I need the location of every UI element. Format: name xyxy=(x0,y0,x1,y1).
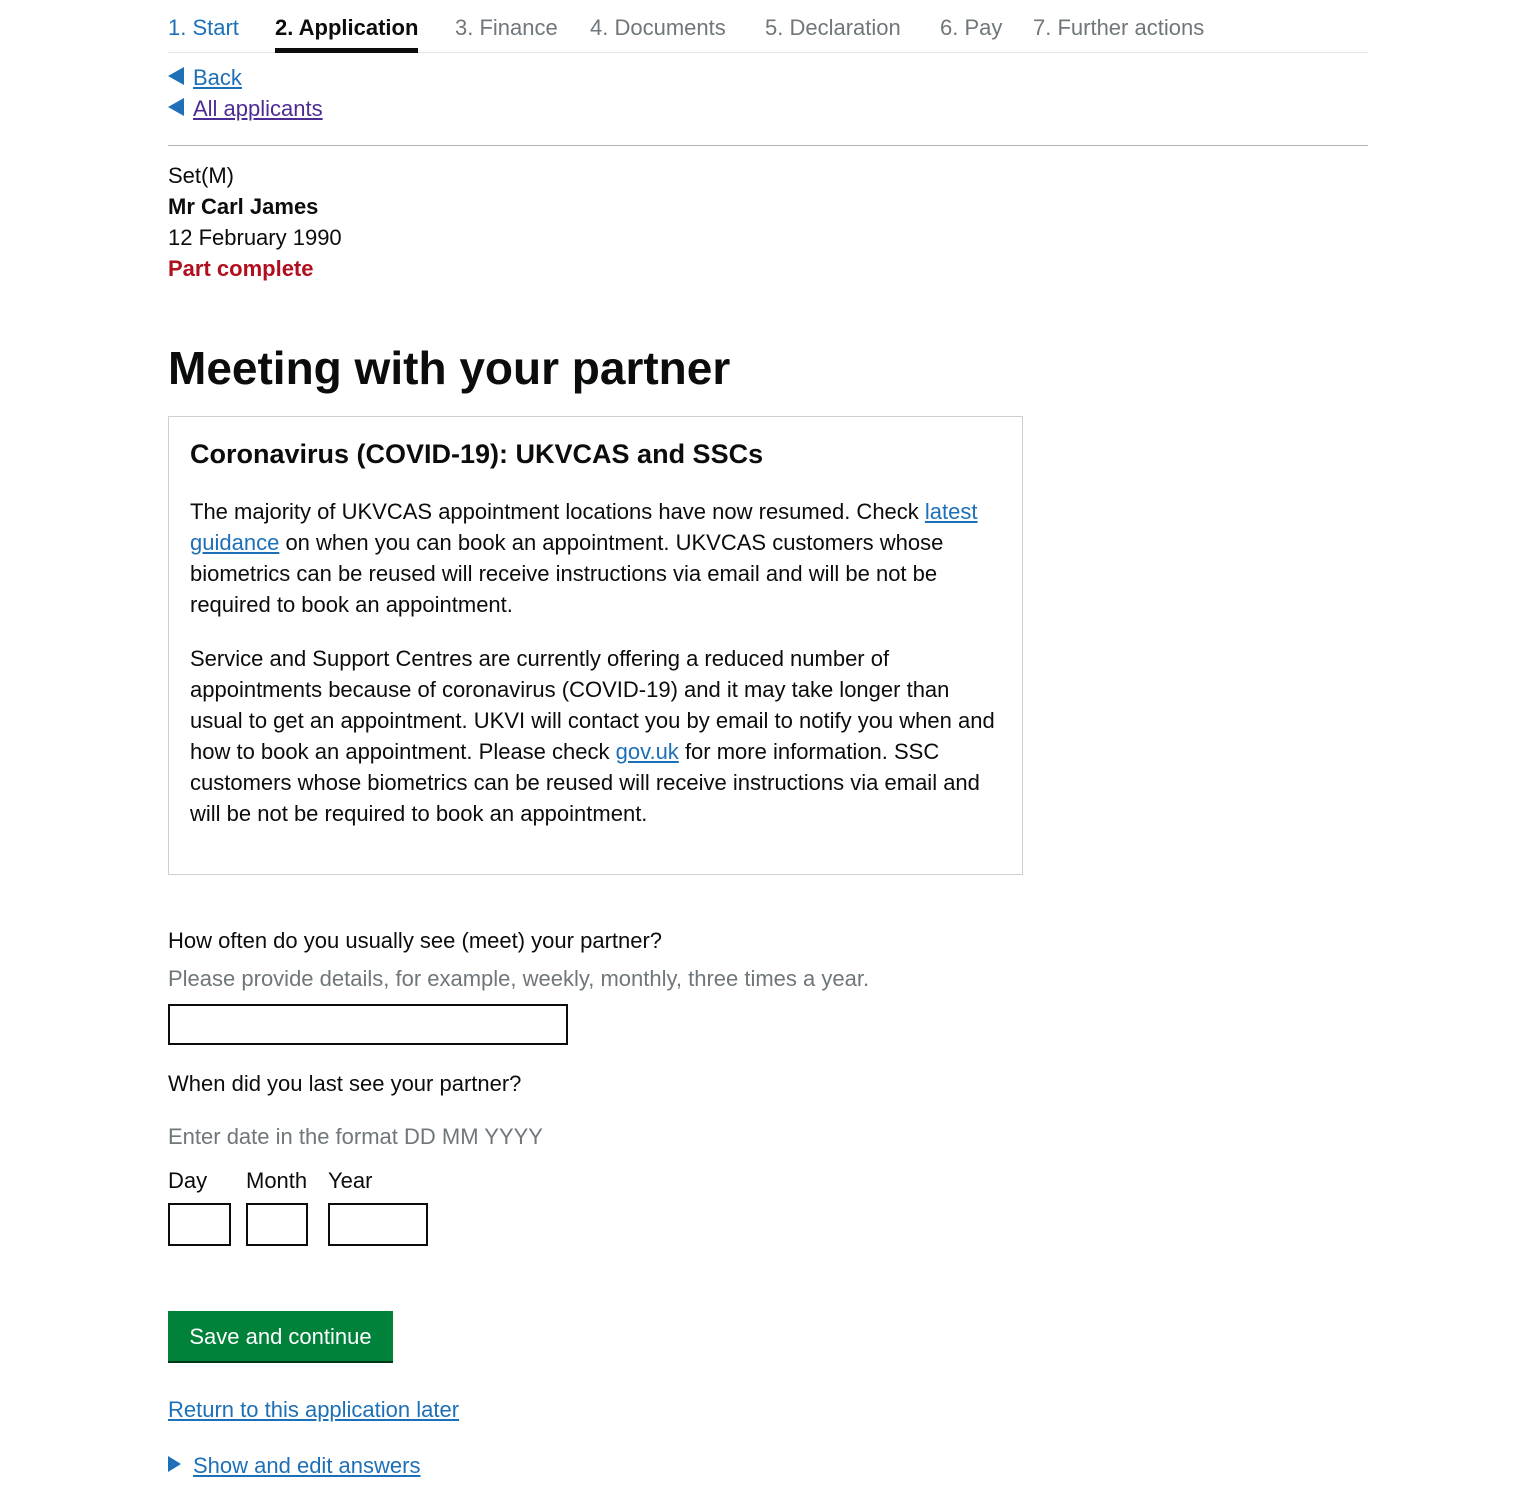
save-and-continue-button[interactable]: Save and continue xyxy=(168,1311,393,1361)
notice-paragraph-1 xyxy=(190,496,1001,620)
show-answers-row[interactable] xyxy=(168,1450,420,1481)
frequency-hint: Please provide details, for example, weekly, monthly, three times a year. xyxy=(168,966,870,991)
day-input[interactable] xyxy=(168,1203,231,1246)
notice-heading: Coronavirus (COVID-19): UKVCAS and SSCs xyxy=(190,439,764,469)
back-link[interactable] xyxy=(168,62,242,93)
step-further-actions: 7. Further actions xyxy=(1033,15,1205,40)
return-later-row xyxy=(168,1394,459,1425)
step-finance: 3. Finance xyxy=(455,15,558,40)
month-label: Month xyxy=(246,1168,308,1193)
notice-text: for more information. SSC customers whose biometrics can be reused will receive instructions via email and will be not be required to book an appointment. xyxy=(190,739,980,826)
back-arrow-icon xyxy=(168,98,184,116)
back-link-label: Back xyxy=(193,65,242,90)
expand-triangle-icon xyxy=(168,1456,181,1472)
return-later-link[interactable]: Return to this application later xyxy=(168,1397,460,1422)
notice-text: on when you can book an appointment. UKVCAS customers whose biometrics can be reused will receive instructions via email and will be not be required to book an appointment. xyxy=(190,530,944,617)
notice-paragraph-2 xyxy=(190,643,1001,829)
last-seen-label: When did you last see your partner? xyxy=(168,1071,522,1096)
applicant-set: Set(M) xyxy=(168,163,234,188)
back-arrow-icon xyxy=(168,67,184,85)
applicant-dob: 12 February 1990 xyxy=(168,225,342,250)
notice-text: Service and Support Centres are currently offering a reduced number of appointments because of coronavirus (COVID-19) and it may take longer than usual to get an appointment. UKVI will contact you by email to notify you when and how to book an appointment. Please check xyxy=(190,646,995,764)
latest-guidance-link[interactable]: latest guidance xyxy=(190,499,978,555)
section-divider xyxy=(168,145,1368,146)
applicant-name: Mr Carl James xyxy=(168,194,319,219)
frequency-input[interactable] xyxy=(168,1004,568,1045)
covid-notice-panel xyxy=(168,416,1023,875)
year-label: Year xyxy=(328,1168,373,1193)
page-title: Meeting with your partner xyxy=(168,342,731,394)
step-start[interactable]: 1. Start xyxy=(168,15,239,40)
all-applicants-link[interactable] xyxy=(168,93,323,124)
year-input[interactable] xyxy=(328,1203,428,1246)
day-label: Day xyxy=(168,1168,208,1193)
frequency-label: How often do you usually see (meet) your partner? xyxy=(168,928,663,953)
step-application: 2. Application xyxy=(275,12,418,53)
month-input[interactable] xyxy=(246,1203,308,1246)
gov-uk-link[interactable]: gov.uk xyxy=(615,739,679,764)
status-badge: Part complete xyxy=(168,256,314,281)
step-declaration: 5. Declaration xyxy=(765,15,901,40)
show-answers-link[interactable]: Show and edit answers xyxy=(193,1453,421,1478)
step-navigation xyxy=(168,0,1368,53)
applicant-summary xyxy=(168,160,342,284)
step-pay: 6. Pay xyxy=(940,15,1003,40)
all-applicants-label: All applicants xyxy=(193,96,323,121)
notice-text: The majority of UKVCAS appointment locations have now resumed. Check xyxy=(190,499,919,524)
last-seen-hint: Enter date in the format DD MM YYYY xyxy=(168,1124,543,1149)
step-documents: 4. Documents xyxy=(590,15,726,40)
